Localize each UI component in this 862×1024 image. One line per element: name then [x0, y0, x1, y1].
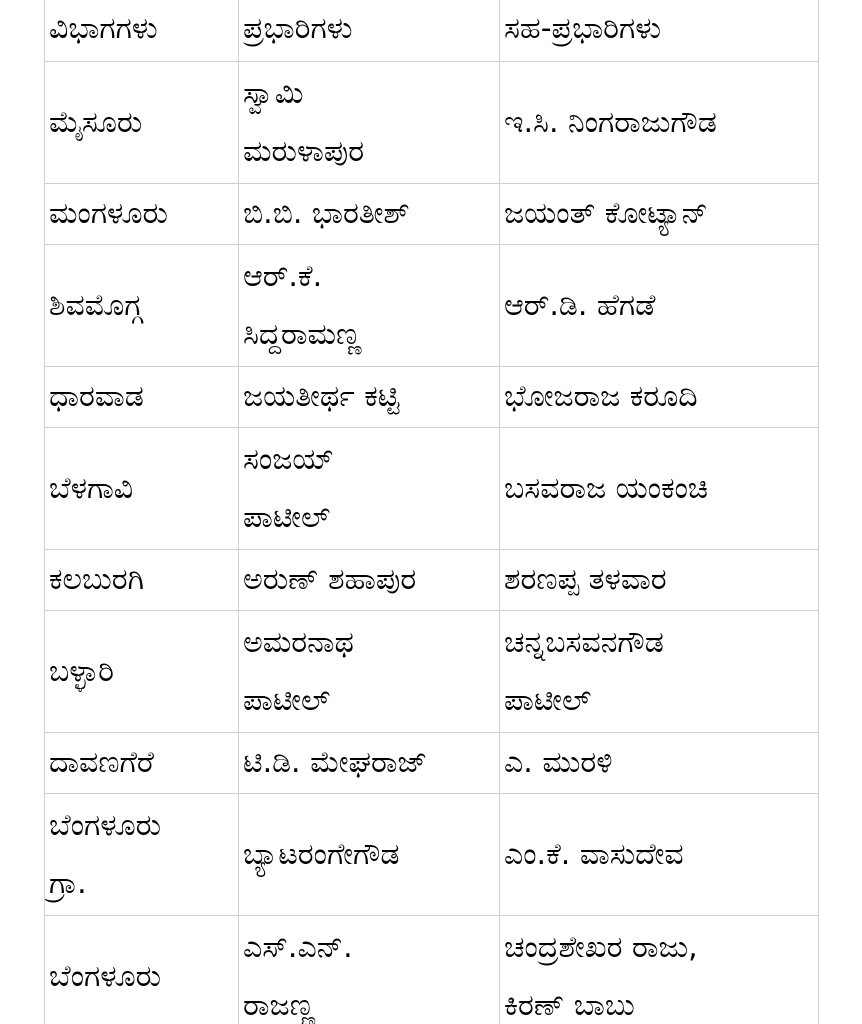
cell-division	[45, 794, 239, 916]
table-row	[45, 794, 819, 916]
cell-text: ಮಂಗಳೂರು	[49, 196, 168, 231]
cell-text: ಪಾಟೀಲ್	[504, 682, 592, 718]
table-header-row	[45, 0, 819, 62]
cell-incharge	[239, 733, 500, 794]
cell-text: ಕಲಬುರಗಿ	[49, 562, 145, 597]
cell-text: ಸ್ವಾಮಿ	[243, 75, 304, 111]
table-row	[45, 733, 819, 794]
cell-co-incharge	[500, 916, 819, 1024]
cell-division	[45, 611, 239, 733]
cell-text: ಸಂಜಯ್	[243, 441, 335, 477]
cell-text: ಬಳ್ಳಾರಿ	[49, 653, 114, 689]
cell-co-incharge	[500, 794, 819, 916]
cell-text: ಚಂದ್ರಶೇಖರ ರಾಜು,	[504, 929, 698, 965]
cell-text: ಆರ್.ಡಿ. ಹೆಗಡೆ	[504, 287, 656, 323]
table-row	[45, 916, 819, 1024]
cell-incharge	[239, 367, 500, 428]
cell-co-incharge	[500, 245, 819, 367]
cell-division	[45, 550, 239, 611]
table-row	[45, 245, 819, 367]
cell-text: ಮೈಸೂರು	[49, 104, 143, 140]
header-incharge	[239, 0, 500, 62]
cell-co-incharge	[500, 62, 819, 184]
cell-incharge	[239, 184, 500, 245]
cell-text: ಬ್ಯಾಟರಂಗೇಗೌಡ	[243, 836, 400, 872]
cell-text: ಜಯಂತ್ ಕೋಟ್ಯಾನ್	[504, 196, 708, 231]
cell-co-incharge	[500, 184, 819, 245]
cell-incharge	[239, 916, 500, 1024]
cell-co-incharge	[500, 733, 819, 794]
cell-text: ಧಾರವಾಡ	[49, 379, 144, 414]
table-row	[45, 611, 819, 733]
cell-text: ಗ್ರಾ.	[49, 865, 87, 901]
cell-incharge	[239, 62, 500, 184]
cell-text: ದಾವಣಗೆರೆ	[49, 745, 154, 780]
cell-text: ಎಂ.ಕೆ. ವಾಸುದೇವ	[504, 836, 684, 872]
cell-division	[45, 245, 239, 367]
cell-co-incharge	[500, 611, 819, 733]
cell-division	[45, 428, 239, 550]
cell-text: ಪಾಟೀಲ್	[243, 499, 331, 535]
cell-text: ಬೆಳಗಾವಿ	[49, 470, 134, 506]
cell-text: ಬೆಂಗಳೂರು	[49, 958, 162, 994]
table-row	[45, 428, 819, 550]
cell-text: ಬಿ.ಬಿ. ಭಾರತೀಶ್	[243, 196, 410, 231]
cell-incharge	[239, 428, 500, 550]
cell-text: ಬಸವರಾಜ ಯಂಕಂಚಿ	[504, 470, 709, 506]
cell-text: ಇ.ಸಿ. ನಿಂಗರಾಜುಗೌಡ	[504, 104, 717, 140]
header-co-incharge	[500, 0, 819, 62]
cell-text: ಭೋಜರಾಜ ಕರೂದಿ	[504, 379, 698, 414]
cell-co-incharge	[500, 550, 819, 611]
cell-text: ಶಿವಮೊಗ್ಗ	[49, 287, 143, 323]
cell-text: ಅಮರನಾಥ	[243, 624, 354, 660]
cell-text: ಟಿ.ಡಿ. ಮೇಘರಾಜ್	[243, 745, 428, 780]
cell-text: ಪಾಟೀಲ್	[243, 682, 331, 718]
cell-text: ಎ. ಮುರಳಿ	[504, 745, 613, 780]
cell-text: ಚನ್ನಬಸವನಗೌಡ	[504, 624, 664, 660]
table-row	[45, 184, 819, 245]
cell-incharge	[239, 794, 500, 916]
table-row	[45, 550, 819, 611]
cell-division	[45, 367, 239, 428]
header-incharge-text: ಪ್ರಭಾರಿಗಳು	[243, 11, 353, 46]
cell-incharge	[239, 245, 500, 367]
cell-text: ಕಿರಣ್ ಬಾಬು	[504, 987, 635, 1023]
cell-text: ಎಸ್.ಎನ್.	[243, 929, 353, 965]
cell-incharge	[239, 550, 500, 611]
cell-co-incharge	[500, 367, 819, 428]
cell-division	[45, 733, 239, 794]
cell-division	[45, 62, 239, 184]
cell-text: ಶರಣಪ್ಪ ತಳವಾರ	[504, 562, 667, 597]
header-co-incharge-text: ಸಹ-ಪ್ರಭಾರಿಗಳು	[504, 11, 662, 46]
header-division-text: ವಿಭಾಗಗಳು	[49, 11, 158, 46]
cell-co-incharge	[500, 428, 819, 550]
cell-division	[45, 184, 239, 245]
cell-text: ಮರುಳಾಪುರ	[243, 133, 365, 169]
table-row	[45, 367, 819, 428]
cell-text: ಬೆಂಗಳೂರು	[49, 807, 162, 843]
cell-text: ರಾಜಣ್ಣ	[243, 987, 316, 1023]
cell-text: ಜಯತೀರ್ಥ ಕಟ್ಟಿ	[243, 379, 400, 414]
cell-incharge	[239, 611, 500, 733]
cell-text: ಅರುಣ್ ಶಹಾಪುರ	[243, 562, 417, 597]
header-division	[45, 0, 239, 62]
cell-division	[45, 916, 239, 1024]
table-row	[45, 62, 819, 184]
cell-text: ಆರ್.ಕೆ.	[243, 258, 323, 294]
incharge-table	[44, 0, 819, 1024]
cell-text: ಸಿದ್ದರಾಮಣ್ಣ	[243, 316, 362, 352]
